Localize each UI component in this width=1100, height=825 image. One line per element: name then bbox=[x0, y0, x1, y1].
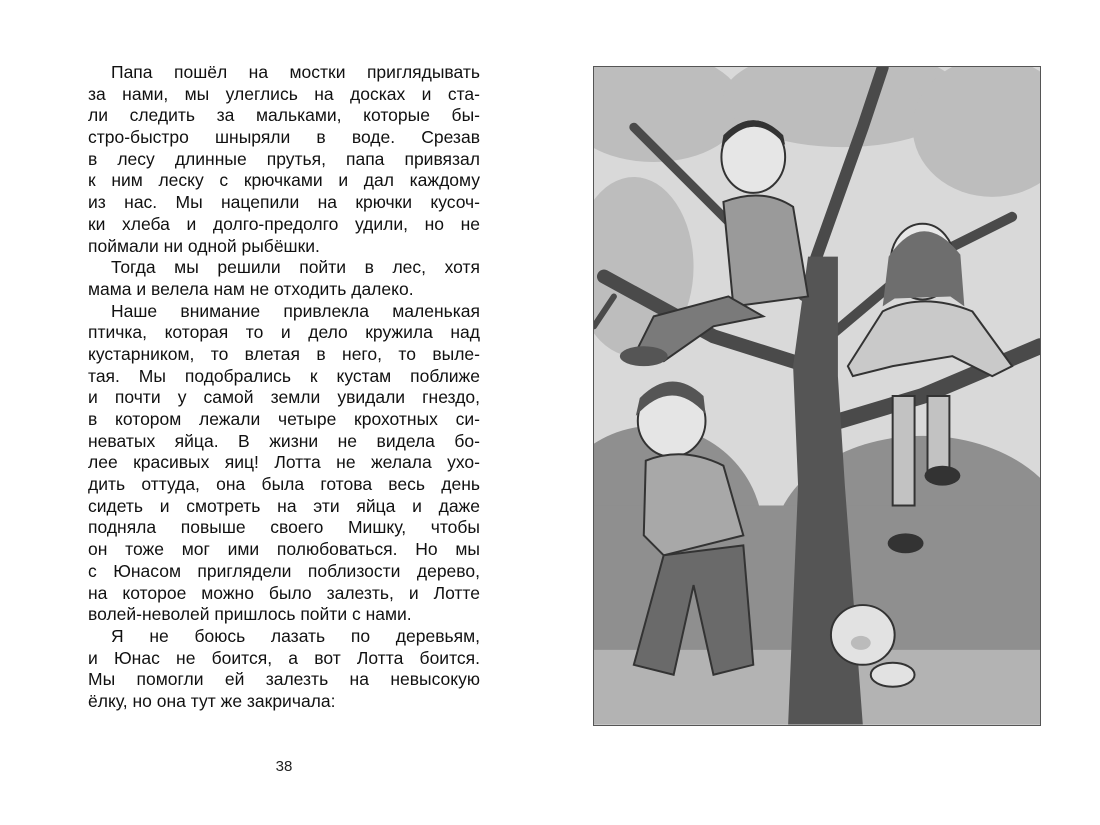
text-line: и почти у самой земли увидали гнездо, bbox=[88, 387, 480, 408]
illustration bbox=[593, 66, 1041, 726]
text-line: мама и велела нам не отходить далеко. bbox=[88, 278, 414, 299]
text-line: Папа пошёл на мостки приглядывать bbox=[111, 62, 480, 82]
text-line: волей-неволей пришлось пойти с нами. bbox=[88, 604, 412, 625]
text-line: из нас. Мы нацепили на крючки кусоч- bbox=[88, 192, 480, 213]
text-line: в лесу длинные прутья, папа привязал bbox=[88, 148, 480, 169]
text-line: к ним леску с крючками и дал каждому bbox=[88, 170, 480, 191]
text-line: ёлку, но она тут же закричала: bbox=[88, 690, 336, 711]
text-line: лее красивых яиц! Лотта не желала ухо- bbox=[88, 452, 480, 473]
text-line: ли следить за мальками, которые бы- bbox=[88, 105, 480, 126]
text-line: Тогда мы решили пойти в лес, хотя bbox=[111, 257, 480, 278]
text-column bbox=[88, 62, 480, 713]
text-line: за нами, мы улеглись на досках и ста- bbox=[88, 83, 480, 104]
paragraph-2 bbox=[88, 257, 480, 300]
text-line: стро-быстро шныряли в воде. Срезав bbox=[88, 127, 480, 148]
text-line: Наше внимание привлекла маленькая bbox=[111, 300, 480, 321]
text-line: на которое можно было залезть, и Лотте bbox=[88, 582, 480, 603]
text-line: дить оттуда, она была готова весь день bbox=[88, 474, 480, 495]
text-line: он тоже мог ими полюбоваться. Но мы bbox=[88, 539, 480, 560]
text-line: в котором лежали четыре крохотных си- bbox=[88, 409, 480, 429]
text-line: подняла повыше своего Мишку, чтобы bbox=[88, 517, 480, 538]
text-line: ки хлеба и долго-предолго удили, но не bbox=[88, 213, 480, 234]
text-line: и Юнас не боится, а вот Лотта боится. bbox=[88, 647, 480, 668]
paragraph-4 bbox=[88, 626, 480, 713]
text-line: поймали ни одной рыбёшки. bbox=[88, 235, 320, 256]
page-number: 38 bbox=[275, 758, 293, 775]
text-line: тая. Мы подобрались к кустам поближе bbox=[88, 365, 480, 386]
text-line: неватых яйца. В жизни не видела бо- bbox=[88, 430, 480, 451]
text-line: Мы помогли ей залезть на невысокую bbox=[88, 669, 480, 690]
text-line: с Юнасом приглядели поблизости дерево, bbox=[88, 560, 480, 581]
paragraph-1 bbox=[88, 62, 480, 257]
text-line: кустарником, то влетая в него, то выле- bbox=[88, 343, 480, 364]
text-line: сидеть и смотреть на эти яйца и даже bbox=[88, 495, 480, 516]
paragraph-3 bbox=[88, 301, 480, 626]
children-in-tree-illustration bbox=[594, 67, 1040, 725]
text-line: птичка, которая то и дело кружила над bbox=[88, 322, 480, 343]
text-line: Я не боюсь лазать по деревьям, bbox=[111, 625, 480, 646]
